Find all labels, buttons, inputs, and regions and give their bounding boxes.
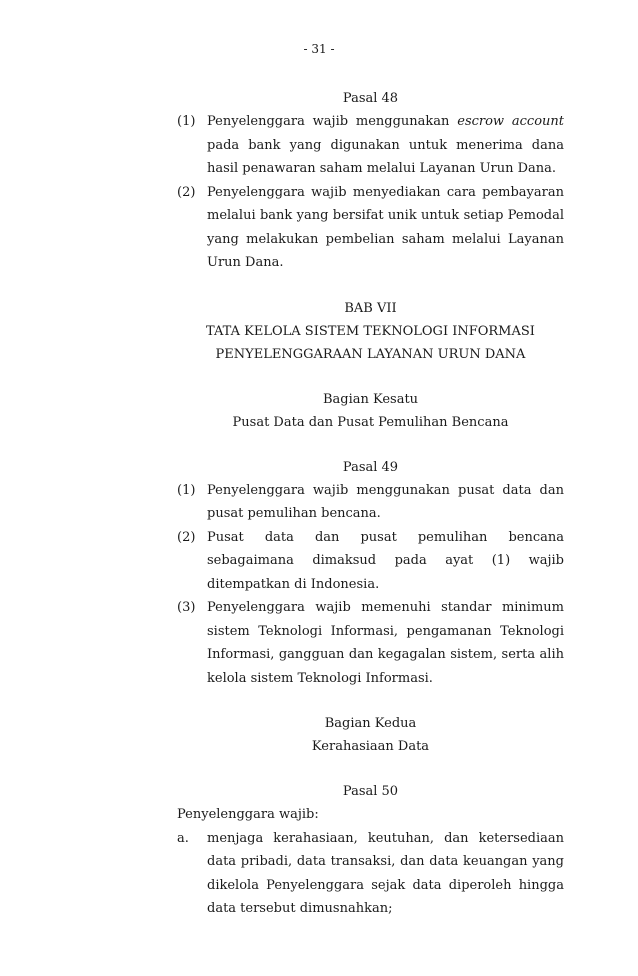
section-2-subtitle: Kerahasiaan Data [311, 739, 430, 754]
item-letter: a. [177, 830, 189, 846]
pasal-49-item-1 [177, 479, 564, 526]
pasal-49-title: Pasal 49 [342, 459, 399, 475]
item-number: (1) [177, 482, 196, 498]
pasal-48-item-2 [177, 181, 564, 275]
item-text: menjaga kerahasiaan, keutuhan, dan ketersediaan data pribadi, data transaksi, dan data keuangan yang dikelola Penyelenggara sejak data diperoleh hingga data tersebut dimusnahkan; [207, 830, 564, 916]
item-number: (1) [177, 114, 196, 129]
item-text: Penyelenggara wajib menyediakan cara pembayaran melalui bank yang bersifat unik untuk setiap Pemodal yang melakukan pembelian saham melalui Layanan Urun Dana. [207, 184, 564, 270]
italic-term: escrow account [457, 114, 564, 129]
chapter-heading-line-2: PENYELENGGARAAN LAYANAN URUN DANA [215, 346, 526, 362]
item-text: Penyelenggara wajib menggunakan pusat data dan pusat pemulihan bencana. [207, 482, 564, 521]
pasal-48-title: Pasal 48 [342, 91, 399, 106]
section-1-title: Bagian Kesatu [322, 391, 419, 407]
pasal-48-item-1 [177, 110, 564, 181]
pasal-50-intro: Penyelenggara wajib: [177, 807, 319, 822]
item-number: (2) [177, 184, 196, 200]
pasal-49-item-2 [177, 526, 564, 597]
section-2-title: Bagian Kedua [324, 716, 417, 731]
item-text: Penyelenggara wajib memenuhi standar minimum sistem Teknologi Informasi, pengamanan Teknologi Informasi, gangguan dan kegagalan sistem, serta alih kelola sistem Teknologi Informasi. [207, 600, 564, 686]
page-number: - 31 - [303, 42, 335, 56]
chapter-heading-line-1: TATA KELOLA SISTEM TEKNOLOGI INFORMASI [206, 323, 535, 339]
pasal-50-title: Pasal 50 [342, 784, 399, 799]
chapter-title: BAB VII [344, 300, 397, 316]
item-number: (2) [177, 529, 196, 545]
pasal-49-item-3 [177, 596, 564, 690]
item-text: Penyelenggara wajib menggunakan escrow account pada bank yang digunakan untuk menerima dana hasil penawaran saham melalui Layanan Urun Dana. [207, 114, 564, 176]
pasal-50-item-a [177, 827, 564, 921]
item-text: Pusat data dan pusat pemulihan bencana sebagaimana dimaksud pada ayat (1) wajib ditempatkan di Indonesia. [207, 529, 564, 592]
section-1-subtitle: Pusat Data dan Pusat Pemulihan Bencana [232, 414, 509, 430]
document-body [177, 87, 564, 921]
item-number: (3) [177, 600, 196, 615]
